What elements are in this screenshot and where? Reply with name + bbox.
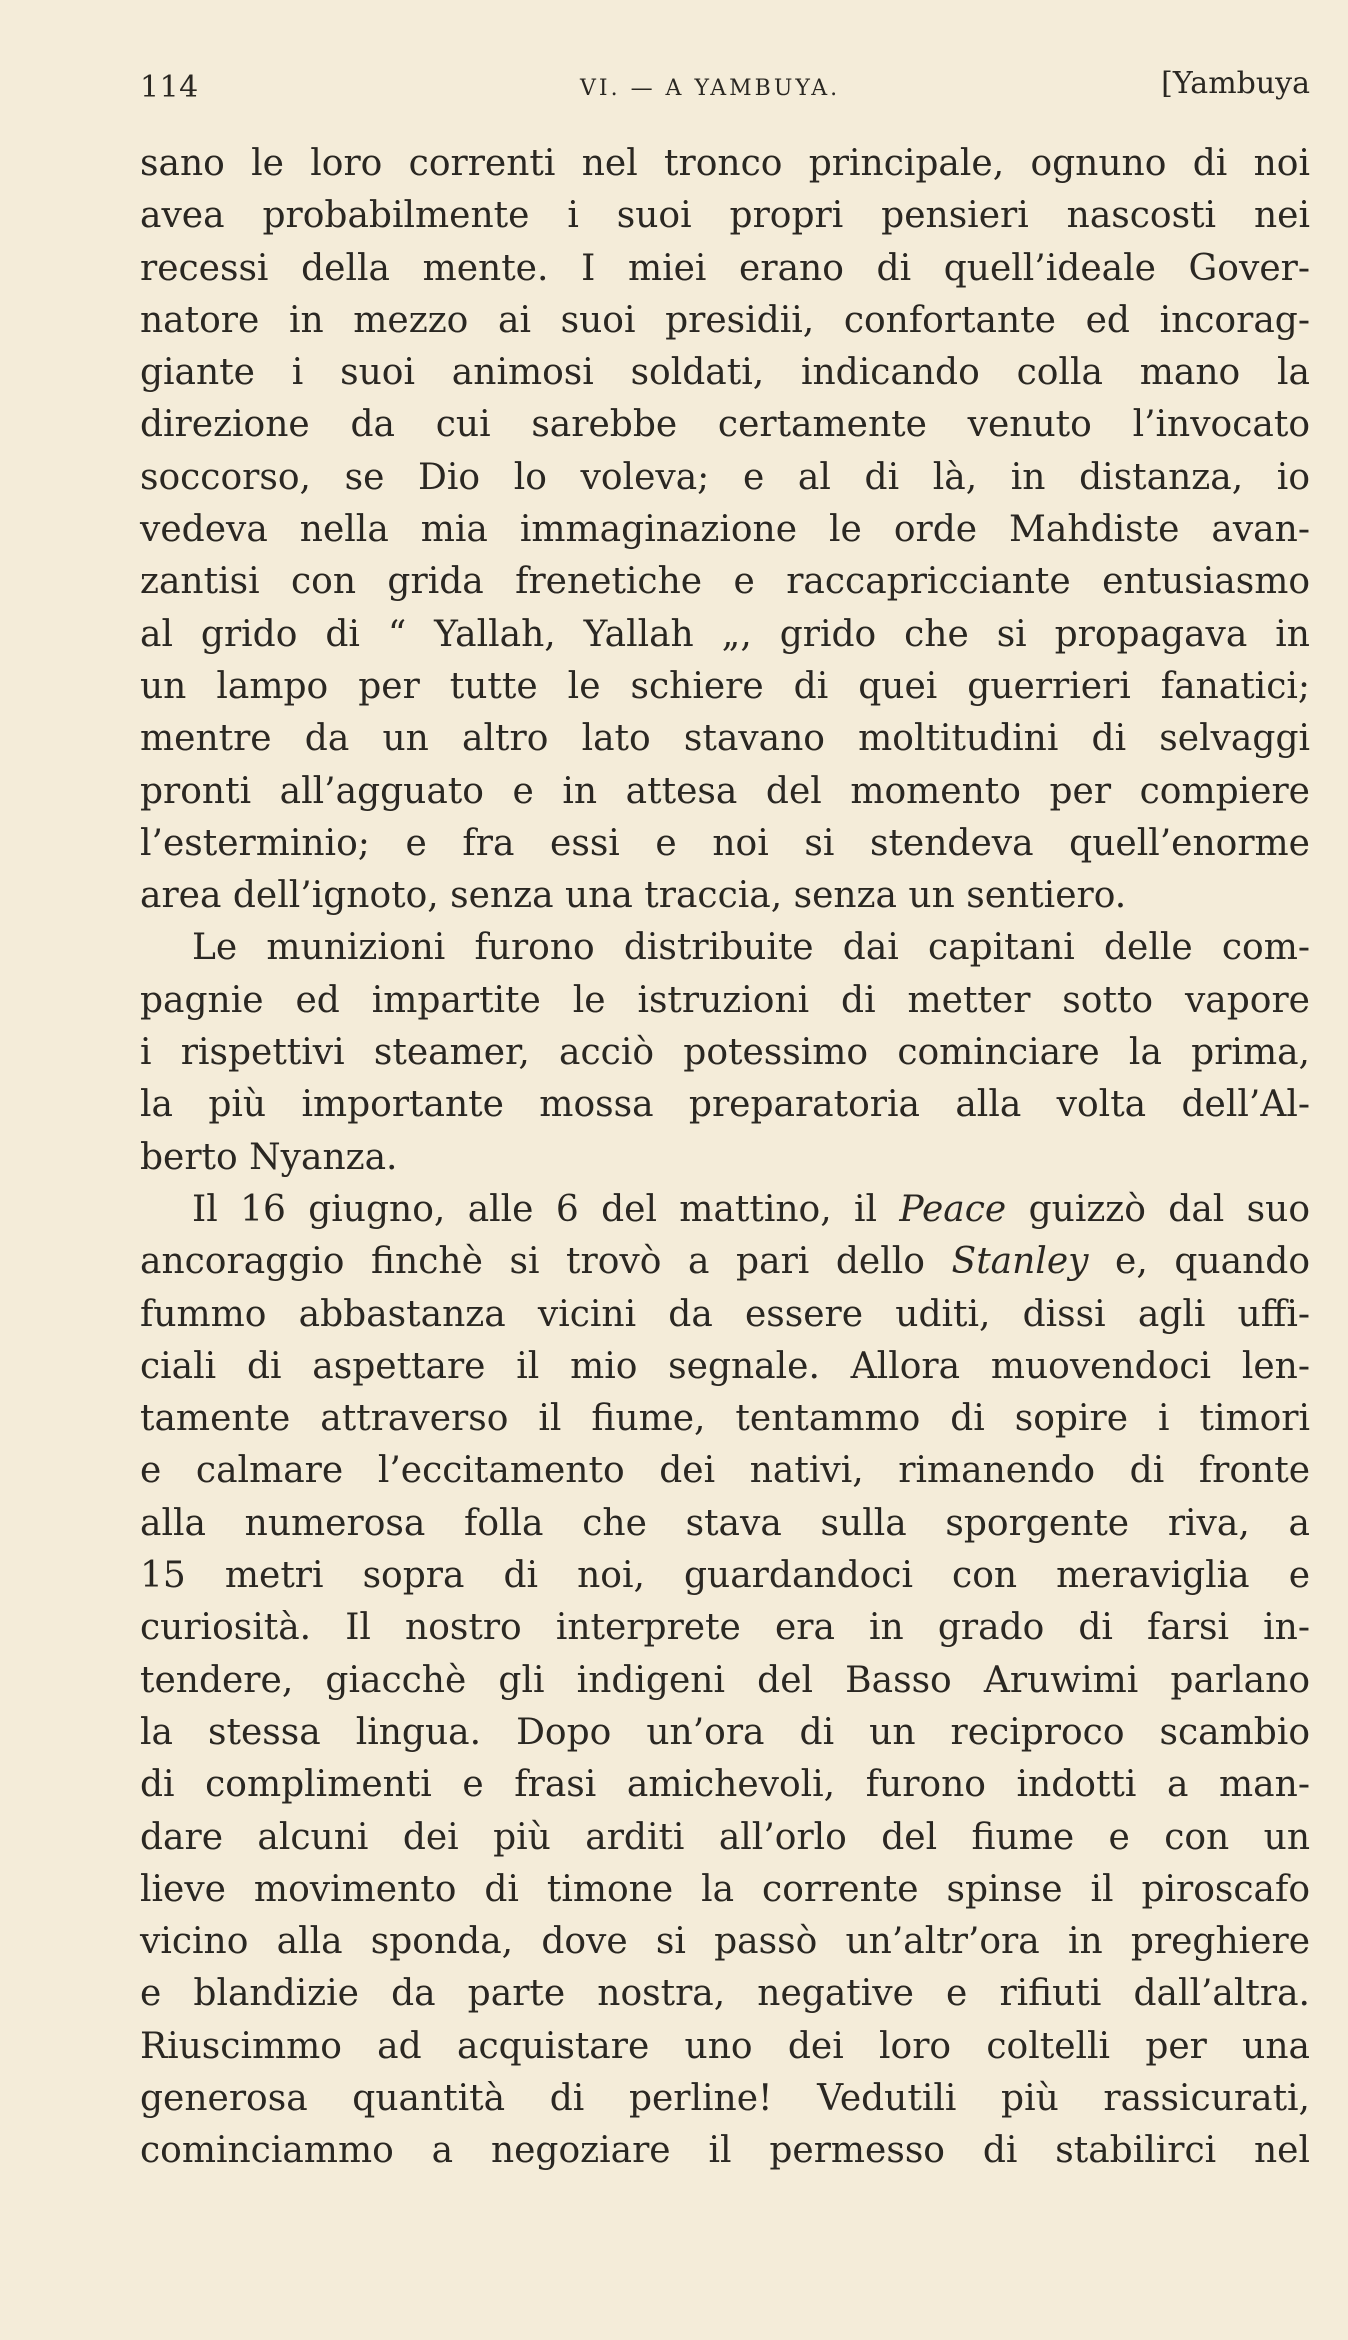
- text-run: e, quando: [1088, 1241, 1310, 1283]
- text-line: i rispettivi steamer, acciò potessimo cominciare la prima,: [140, 1032, 1310, 1074]
- text-line: recessi della mente. I miei erano di quell’ideale Gover-: [140, 247, 1310, 289]
- text-line: vicino alla sponda, dove si passò un’altr’ora in preghiere: [140, 1921, 1310, 1963]
- text-line-rich: [140, 1184, 1310, 1236]
- text-line: area dell’ignoto, senza una traccia, senza un sentiero.: [140, 875, 1127, 917]
- text-run: Il 16 giugno, alle 6 del mattino, il: [192, 1188, 900, 1230]
- text-line: generosa quantità di perline! Vedutili più rassicurati,: [140, 2077, 1310, 2119]
- text-line: sano le loro correnti nel tronco principale, ognuno di noi: [140, 143, 1310, 184]
- text-line: cominciammo a negoziare il permesso di stabilirci nel: [140, 2130, 1310, 2172]
- text-line: la più importante mossa preparatoria alla volta dell’Al-: [140, 1084, 1310, 1126]
- text-line: direzione da cui sarebbe certamente venuto l’invocato: [140, 404, 1310, 446]
- body-text: [140, 138, 1310, 2178]
- text-line: al grido di “ Yallah, Yallah „, grido che si propagava in: [140, 613, 1310, 655]
- page-number: 114: [140, 70, 199, 105]
- text-line: di complimenti e frasi amichevoli, furono indotti a man-: [140, 1764, 1310, 1806]
- running-title: VI. — A YAMBUYA.: [580, 76, 841, 101]
- text-line: fummo abbastanza vicini da essere uditi, dissi agli uffi-: [140, 1293, 1310, 1335]
- text-line: giante i suoi animosi soldati, indicando colla mano la: [140, 352, 1310, 394]
- text-line: l’esterminio; e fra essi e noi si stendeva quell’enorme: [140, 822, 1310, 864]
- text-line: tendere, giacchè gli indigeni del Basso Aruwimi parlano: [140, 1659, 1310, 1701]
- text-line: e blandizie da parte nostra, negative e rifiuti dall’altra.: [140, 1973, 1310, 2015]
- text-line: 15 metri sopra di noi, guardandoci con meraviglia e: [140, 1555, 1310, 1597]
- page-header: [140, 64, 1310, 114]
- text-line: un lampo per tutte le schiere di quei guerrieri fanatici;: [140, 665, 1310, 707]
- text-line: natore in mezzo ai suoi presidii, confortante ed incorag-: [140, 299, 1310, 341]
- text-run: guizzò dal suo: [1006, 1188, 1310, 1230]
- text-line: ciali di aspettare il mio segnale. Allora muovendoci len-: [140, 1345, 1310, 1387]
- text-run: ancoraggio finchè si trovò a pari dello: [140, 1241, 952, 1283]
- ship-name-stanley: Stanley: [951, 1241, 1089, 1283]
- text-line: e calmare l’eccitamento dei nativi, rimanendo di fronte: [140, 1450, 1310, 1492]
- text-line: avea probabilmente i suoi propri pensieri nascosti nei: [140, 195, 1310, 237]
- text-line: mentre da un altro lato stavano moltitudini di selvaggi: [140, 718, 1310, 760]
- text-line: alla numerosa folla che stava sulla sporgente riva, a: [140, 1502, 1310, 1544]
- text-line: tamente attraverso il fiume, tentammo di sopire i timori: [140, 1398, 1310, 1440]
- text-line: Le munizioni furono distribuite dai capitani delle com-: [192, 927, 1310, 969]
- text-line-rich: [140, 1236, 1310, 1288]
- ship-name-peace: Peace: [899, 1188, 1007, 1230]
- text-line: la stessa lingua. Dopo un’ora di un reciproco scambio: [140, 1711, 1310, 1753]
- text-line: curiosità. Il nostro interprete era in grado di farsi in-: [140, 1607, 1310, 1649]
- text-line: pagnie ed impartite le istruzioni di metter sotto vapore: [140, 979, 1310, 1021]
- text-line: vedeva nella mia immaginazione le orde Mahdiste avan-: [140, 509, 1310, 551]
- text-line: Riuscimmo ad acquistare uno dei loro coltelli per una: [140, 2025, 1310, 2067]
- text-line: soccorso, se Dio lo voleva; e al di là, in distanza, io: [140, 456, 1310, 498]
- text-line: pronti all’agguato e in attesa del momento per compiere: [140, 770, 1310, 812]
- section-label: [Yambuya: [1161, 66, 1310, 101]
- text-line: lieve movimento di timone la corrente spinse il piroscafo: [140, 1868, 1310, 1910]
- text-line: berto Nyanza.: [140, 1136, 398, 1178]
- text-line: zantisi con grida frenetiche e raccapricciante entusiasmo: [140, 561, 1310, 603]
- text-line: dare alcuni dei più arditi all’orlo del fiume e con un: [140, 1816, 1310, 1858]
